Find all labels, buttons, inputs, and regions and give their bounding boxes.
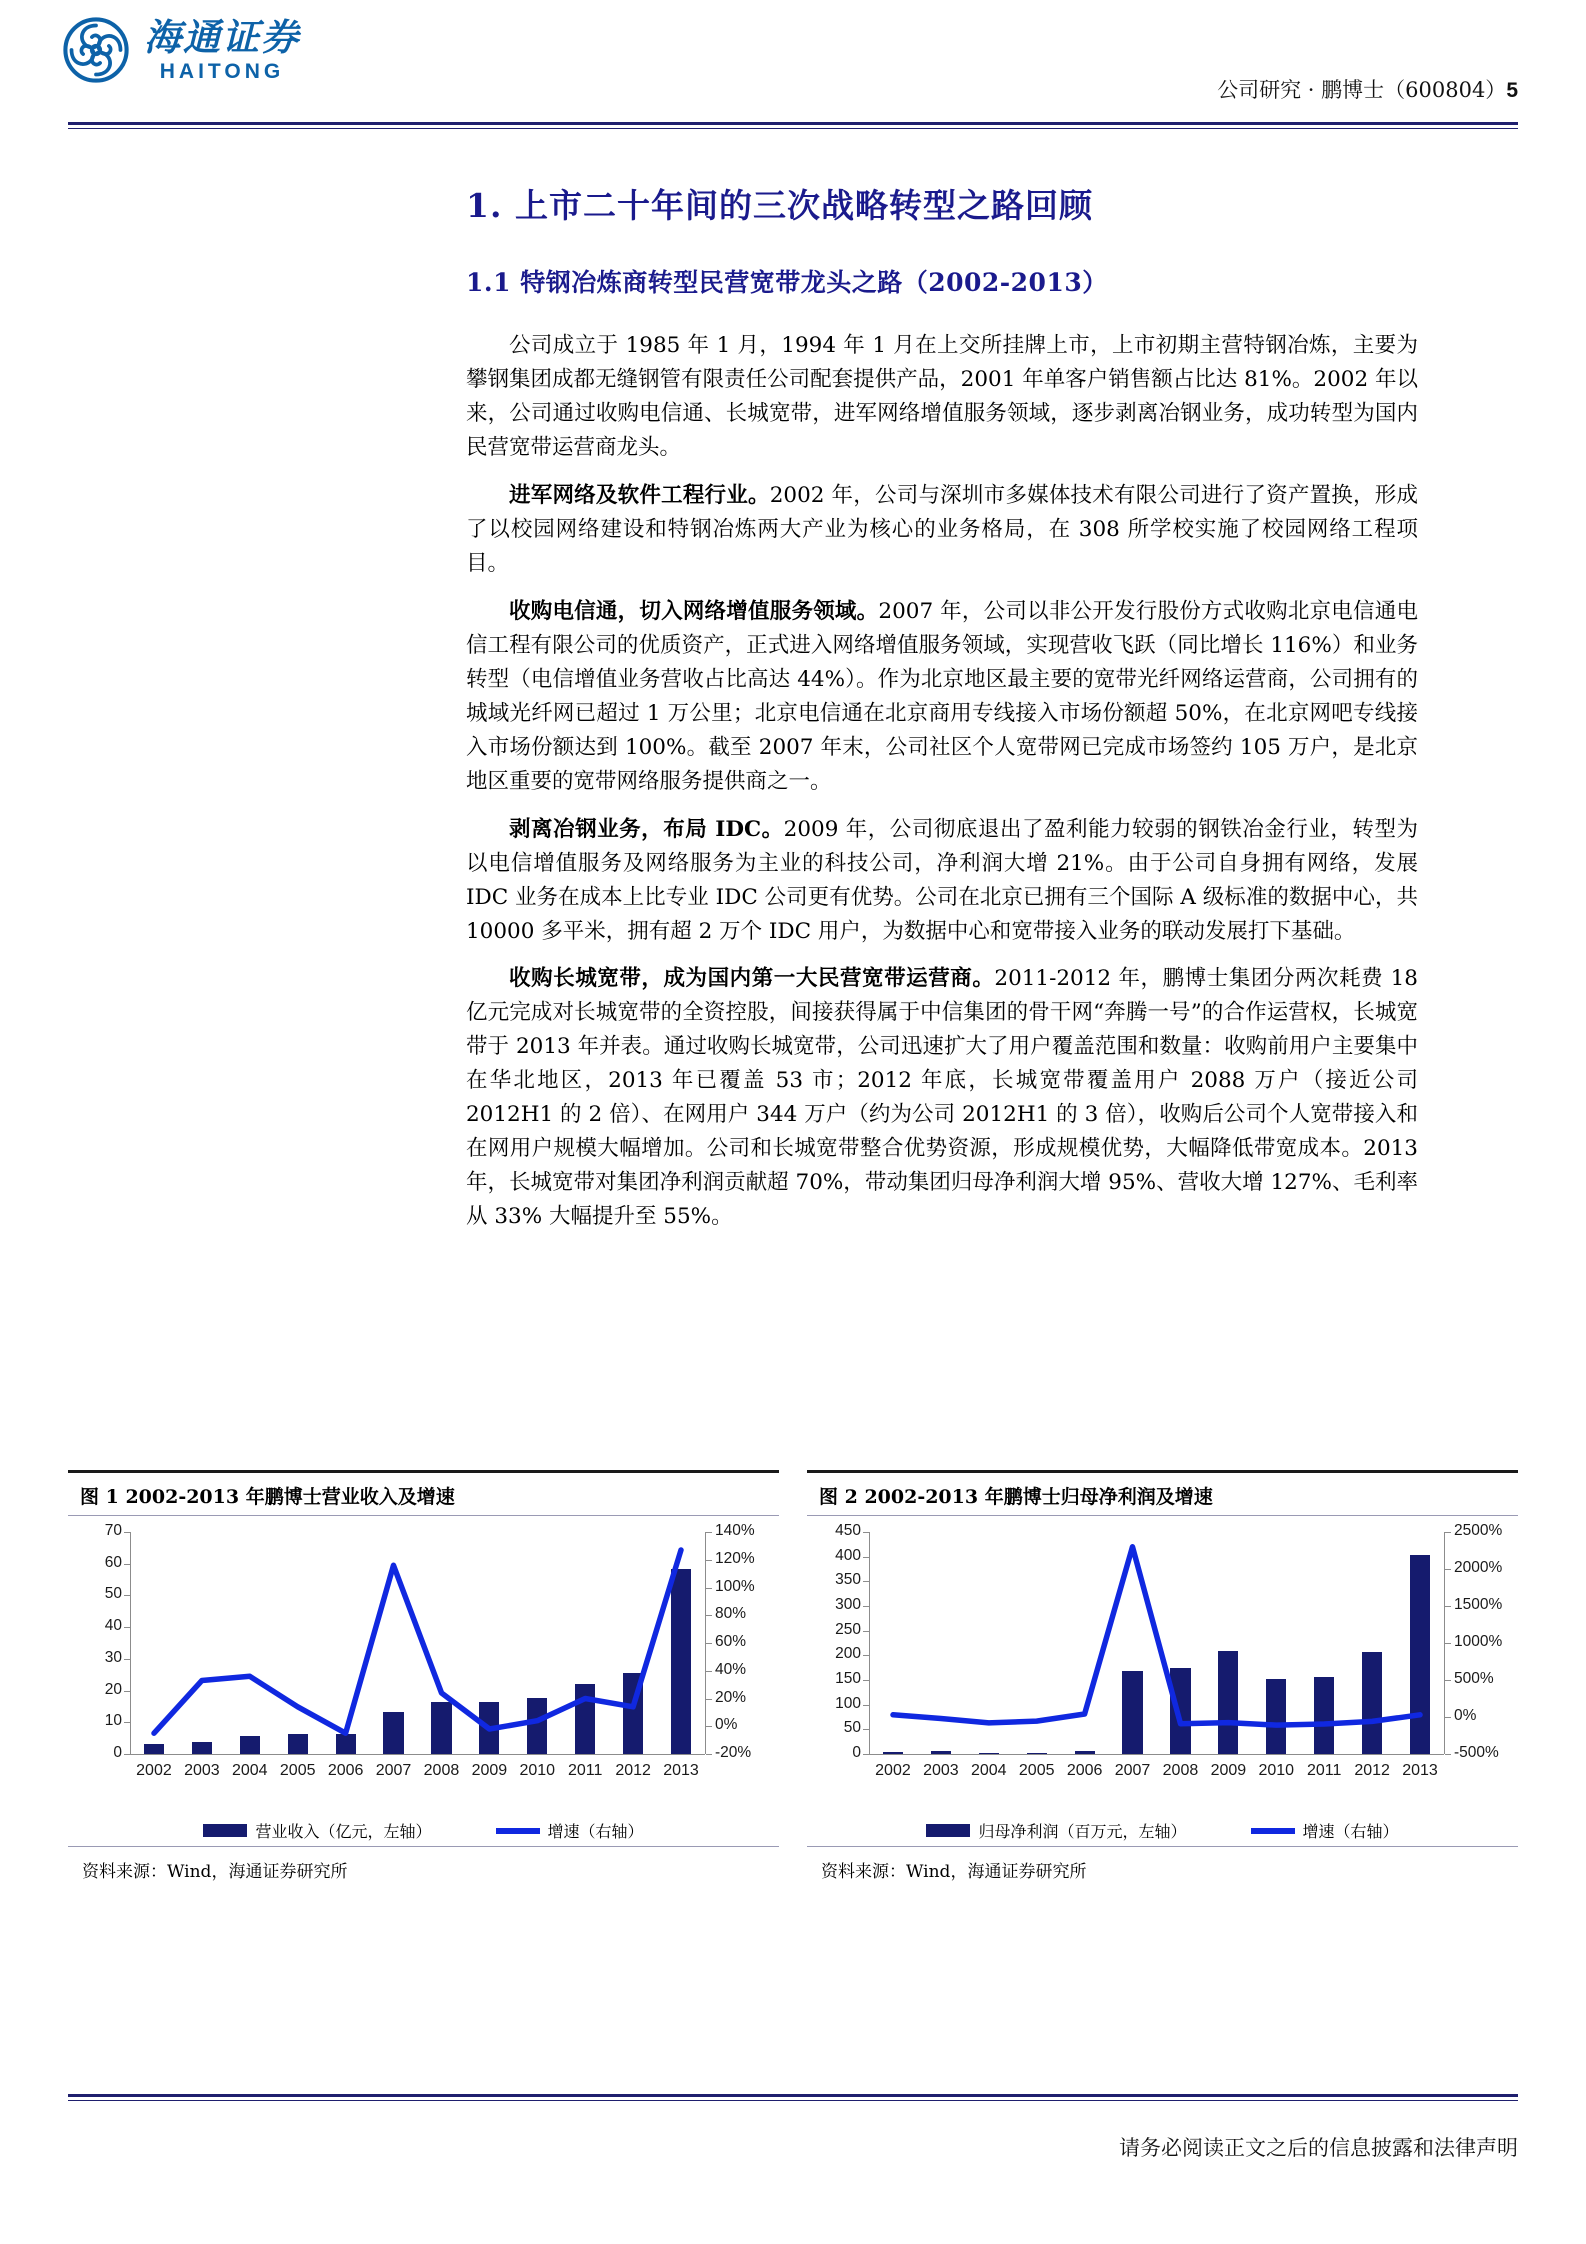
page-number: 5 (1506, 79, 1518, 102)
header-divider-thin (68, 128, 1518, 129)
paragraph-text: 2011-2012 年，鹏博士集团分两次耗费 18 亿元完成对长城宽带的全资控股，间接获得属于中信集团的骨干网“奔腾一号”的合作运营权，长城宽带于 2013 年并表。通过收购长城宽带，公司迅速扩大了用户覆盖范围和数量：收购前用户主要集中在华北地区，2013 年已覆盖 53 市；2012 年底，长城宽带覆盖用户 2088 万户（接近公司 2012H1 的 2 倍）、在网用户 344 万户（约为公司 2012H1 的 3 倍），收购后公司个人宽带接入和在网用户规模大幅增加。公司和长城宽带整合优势资源，形成规模优势，大幅降低带宽成本。2013 年，长城宽带对集团净利润贡献超 70%，带动集团归母净利润大增 95%、营收大增 127%、毛利率从 33% 大幅提升至 55%。 (466, 966, 1418, 1230)
footer-disclaimer: 请务必阅读正文之后的信息披露和法律声明 (1119, 2136, 1518, 2160)
paragraph-lead: 收购电信通，切入网络增值服务领域。 (509, 598, 879, 624)
logo-chinese-name: 海通证券 (144, 14, 300, 59)
y-axis-label-right: 2500% (1454, 1522, 1503, 1539)
paragraph-lead: 剥离冶钢业务，布局 IDC。 (509, 816, 784, 842)
y-axis-label-right: 1000% (1454, 1633, 1503, 1650)
paragraph (466, 962, 1418, 1234)
y-axis-label-left: 200 (835, 1645, 861, 1663)
legend-line-label: 增速（右轴） (547, 1822, 644, 1841)
document-body (0, 132, 1586, 1248)
y-axis-label-left: 0 (113, 1744, 122, 1761)
y-axis-label-left: 30 (104, 1648, 122, 1666)
haitong-seal-icon (62, 16, 130, 84)
y-axis-label-right: -20% (715, 1744, 752, 1761)
figure-row (68, 1470, 1518, 1886)
x-axis-label: 2003 (923, 1762, 959, 1779)
chart-1-plot (68, 1516, 779, 1846)
x-axis-label: 2008 (423, 1762, 460, 1779)
y-axis-label-right: 1500% (1454, 1596, 1503, 1613)
paragraph-lead: 进军网络及软件工程行业。 (509, 482, 770, 508)
growth-line (68, 1516, 779, 1846)
y-axis-label-right: 20% (715, 1688, 747, 1706)
paragraph (466, 479, 1418, 581)
x-axis-label: 2002 (136, 1762, 172, 1779)
x-axis-label: 2010 (1258, 1762, 1295, 1779)
legend-bar-label: 营业收入（亿元，左轴） (255, 1822, 432, 1841)
y-axis-label-left: 20 (104, 1680, 122, 1698)
header-divider-thick (68, 122, 1518, 125)
y-axis-label-left: 300 (835, 1596, 861, 1613)
paragraph-lead: 收购长城宽带，成为国内第一大民营宽带运营商。 (509, 966, 995, 992)
y-axis-label-left: 250 (835, 1620, 861, 1638)
x-axis-label: 2005 (1018, 1762, 1055, 1779)
legend-line-swatch (496, 1828, 540, 1834)
y-axis-label-right: 100% (715, 1577, 755, 1595)
y-axis-label-left: 50 (843, 1719, 861, 1737)
figure-1 (68, 1470, 779, 1886)
legend-line-swatch (1251, 1828, 1295, 1834)
x-axis-label: 2012 (615, 1762, 651, 1779)
subsection-heading: 1.1 特钢冶炼商转型民营宽带龙头之路（2002-2013） (466, 268, 1108, 297)
paragraph-text: 公司成立于 1985 年 1 月，1994 年 1 月在上交所挂牌上市，上市初期主营特钢冶炼，主要为攀钢集团成都无缝钢管有限责任公司配套提供产品，2001 年单客户销售额占比达 81%。2002 年以来，公司通过收购电信通、长城宽带，进军网络增值服务领域，逐步剥离冶钢业务，成功转型为国内民营宽带运营商龙头。 (466, 333, 1418, 460)
y-axis-label-right: 60% (715, 1633, 747, 1650)
footer-divider-thick (68, 2094, 1518, 2097)
y-axis-label-left: 450 (835, 1522, 861, 1539)
x-axis-label: 2010 (519, 1762, 556, 1779)
chart-legend (807, 1819, 1518, 1842)
x-axis-label: 2004 (970, 1762, 1007, 1779)
x-axis-label: 2005 (279, 1762, 316, 1779)
x-axis-label: 2006 (1066, 1762, 1103, 1779)
y-axis-label-left: 40 (104, 1617, 122, 1635)
y-axis-label-left: 50 (104, 1585, 122, 1603)
x-axis-label: 2009 (1210, 1762, 1247, 1779)
y-axis-label-right: 80% (715, 1605, 747, 1623)
header-breadcrumb (1217, 74, 1518, 104)
x-axis-label: 2006 (327, 1762, 364, 1779)
legend-item-bar (926, 1819, 1186, 1842)
legend-item-line (1251, 1819, 1399, 1842)
paragraph-text: 2007 年，公司以非公开发行股份方式收购北京电信通电信工程有限公司的优质资产，正式进入网络增值服务领域，实现营收飞跃（同比增长 116%）和业务转型（电信增值业务营收占比高达 44%）。作为北京地区最主要的宽带光纤网络运营商，公司拥有的城域光纤网已超过 1 万公里；北京电信通在北京商用专线接入市场份额超 50%，在北京网吧专线接入市场份额达到 100%。截至 2007 年末，公司社区个人宽带网已完成市场签约 105 万户，是北京地区重要的宽带网络服务提供商之一。 (466, 598, 1418, 794)
x-axis-label: 2008 (1162, 1762, 1199, 1779)
y-axis-label-right: 0% (1454, 1707, 1477, 1724)
footer-divider-thin (68, 2100, 1518, 2101)
chart-2-plot (807, 1516, 1518, 1846)
x-axis-label: 2013 (663, 1762, 699, 1779)
y-axis-label-right: -500% (1454, 1744, 1499, 1761)
logo-english-name: HAITONG (159, 59, 285, 83)
y-axis-label-right: 40% (715, 1660, 747, 1678)
x-axis-label: 2002 (875, 1762, 911, 1779)
figure-1-title: 图 1 2002-2013 年鹏博士营业收入及增速 (80, 1486, 455, 1508)
legend-line-label: 增速（右轴） (1302, 1822, 1399, 1841)
x-axis-label: 2012 (1354, 1762, 1390, 1779)
figure-1-source: 资料来源：Wind，海通证券研究所 (82, 1862, 348, 1882)
y-axis-label-right: 500% (1454, 1670, 1494, 1687)
growth-line (807, 1516, 1518, 1846)
y-axis-label-right: 140% (715, 1522, 755, 1539)
paragraph (466, 595, 1418, 799)
legend-bar-label: 归母净利润（百万元，左轴） (978, 1822, 1187, 1841)
x-axis-label: 2003 (184, 1762, 220, 1779)
chart-legend (68, 1819, 779, 1842)
paragraph (466, 329, 1418, 465)
y-axis-label-left: 0 (852, 1744, 861, 1761)
paragraph-text: 2002 年，公司与深圳市多媒体技术有限公司进行了资产置换，形成了以校园网络建设和特钢冶炼两大产业为核心的业务格局，在 308 所学校实施了校园网络工程项目。 (466, 482, 1418, 576)
y-axis-label-right: 120% (715, 1549, 755, 1567)
figure-2-source: 资料来源：Wind，海通证券研究所 (821, 1862, 1087, 1882)
company-logo (62, 16, 300, 84)
legend-bar-swatch (926, 1824, 970, 1837)
figure-2 (807, 1470, 1518, 1886)
x-axis-label: 2013 (1402, 1762, 1438, 1779)
breadcrumb-text: 公司研究 · 鹏博士（600804） (1217, 78, 1507, 102)
page-header (0, 0, 1586, 132)
y-axis-label-left: 100 (835, 1694, 861, 1712)
x-axis-label: 2007 (1114, 1762, 1151, 1779)
section-heading: 1. 上市二十年间的三次战略转型之路回顾 (466, 186, 1093, 225)
legend-item-bar (203, 1819, 431, 1842)
paragraph-text: 2009 年，公司彻底退出了盈利能力较弱的钢铁冶金行业，转型为以电信增值服务及网络服务为主业的科技公司，净利润大增 21%。由于公司自身拥有网络，发展 IDC 业务在成本上比专业 IDC 公司更有优势。公司在北京已拥有三个国际 A 级标准的数据中心，共 10000 多平米，拥有超 2 万个 IDC 用户，为数据中心和宽带接入业务的联动发展打下基础。 (466, 816, 1418, 944)
paragraph-column (0, 329, 1586, 1234)
y-axis-label-left: 350 (835, 1571, 861, 1589)
y-axis-label-left: 400 (835, 1546, 861, 1564)
figure-2-title: 图 2 2002-2013 年鹏博士归母净利润及增速 (819, 1486, 1213, 1508)
y-axis-label-left: 60 (104, 1553, 122, 1571)
y-axis-label-left: 150 (835, 1670, 861, 1687)
x-axis-label: 2011 (1307, 1762, 1342, 1779)
x-axis-label: 2007 (375, 1762, 412, 1779)
legend-item-line (496, 1819, 644, 1842)
x-axis-label: 2004 (231, 1762, 268, 1779)
y-axis-label-left: 10 (104, 1712, 122, 1730)
paragraph (466, 813, 1418, 949)
x-axis-label: 2009 (471, 1762, 508, 1779)
y-axis-label-right: 0% (715, 1716, 738, 1734)
x-axis-label: 2011 (568, 1762, 603, 1779)
y-axis-label-left: 70 (104, 1522, 122, 1539)
y-axis-label-right: 2000% (1454, 1559, 1503, 1576)
legend-bar-swatch (203, 1824, 247, 1837)
